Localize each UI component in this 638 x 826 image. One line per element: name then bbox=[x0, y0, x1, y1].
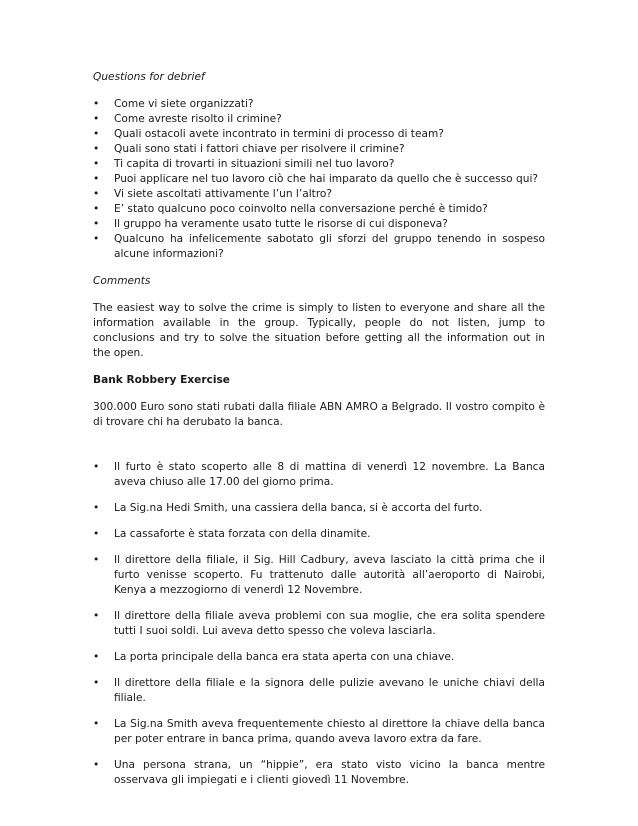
exercise-clues-list bbox=[93, 460, 545, 788]
bullet-icon: • bbox=[93, 203, 100, 215]
list-item: • Il furto è stato scoperto alle 8 di mattina di venerdì 12 novembre. La Banca aveva chiuso alle 17.00 del giorno prima. bbox=[93, 461, 545, 488]
bullet-icon: • bbox=[93, 173, 100, 185]
bullet-icon: • bbox=[93, 233, 100, 245]
bullet-icon: • bbox=[93, 554, 100, 566]
bullet-icon: • bbox=[93, 528, 100, 540]
bullet-icon: • bbox=[93, 98, 100, 110]
list-item: • La cassaforte è stata forzata con della dinamite. bbox=[93, 528, 371, 540]
bullet-icon: • bbox=[93, 651, 100, 663]
bullet-icon: • bbox=[93, 158, 100, 170]
list-item: • La Sig.na Hedi Smith, una cassiera della banca, si è accorta del furto. bbox=[93, 502, 483, 514]
bullet-icon: • bbox=[93, 143, 100, 155]
list-item: • Vi siete ascoltati attivamente l’un l’altro? bbox=[93, 188, 333, 200]
document-page bbox=[93, 70, 545, 799]
list-item: • Quali ostacoli avete incontrato in termini di processo di team? bbox=[93, 128, 444, 140]
list-item: • Il gruppo ha veramente usato tutte le risorse di cui disponeva? bbox=[93, 218, 448, 230]
bullet-icon: • bbox=[93, 128, 100, 140]
list-item: • Qualcuno ha infelicemente sabotato gli sforzi del gruppo tenendo in sospeso alcune informazioni? bbox=[93, 233, 545, 260]
list-item: • E’ stato qualcuno poco coinvolto nella conversazione perché è timido? bbox=[93, 203, 488, 215]
debrief-heading: Questions for debrief bbox=[93, 71, 205, 83]
list-item: • La porta principale della banca era stata aperta con una chiave. bbox=[93, 651, 455, 663]
list-item: • Il direttore della filiale, il Sig. Hill Cadbury, aveva lasciato la città prima che il furto venisse scoperto. Fu trattenuto dalle autorità all’aeroporto di Nairobi, Kenya a mezzogiorno di venerdì 12 Novembre. bbox=[93, 554, 545, 596]
bullet-icon: • bbox=[93, 718, 100, 730]
bullet-icon: • bbox=[93, 461, 100, 473]
spacer bbox=[93, 442, 545, 460]
list-item: • La Sig.na Smith aveva frequentemente chiesto al direttore la chiave della banca per poter entrare in banca prima, quando aveva lavoro extra da fare. bbox=[93, 718, 545, 745]
debrief-questions-list bbox=[93, 97, 545, 262]
bullet-icon: • bbox=[93, 113, 100, 125]
bullet-icon: • bbox=[93, 218, 100, 230]
comments-text: The easiest way to solve the crime is simply to listen to everyone and share all the information available in the group. Typically, people do not listen, jump to conclusions and try to solve the situation before getting all the information out in the open. bbox=[93, 302, 545, 359]
list-item: • Una persona strana, un “hippie”, era stato visto vicino la banca mentre osservava gli impiegati e i clienti giovedì 11 Novembre. bbox=[93, 759, 545, 786]
list-item: • Come avreste risolto il crimine? bbox=[93, 113, 282, 125]
bullet-icon: • bbox=[93, 502, 100, 514]
list-item: • Il direttore della filiale aveva problemi con sua moglie, che era solita spendere tutti I suoi soldi. Lui aveva detto spesso che voleva lasciarla. bbox=[93, 610, 545, 637]
exercise-title: Bank Robbery Exercise bbox=[93, 374, 230, 386]
bullet-icon: • bbox=[93, 677, 100, 689]
list-item: • Ti capita di trovarti in situazioni simili nel tuo lavoro? bbox=[93, 158, 395, 170]
list-item: • Puoi applicare nel tuo lavoro ciò che hai imparato da quello che è successo qui? bbox=[93, 173, 539, 185]
list-item: • Quali sono stati i fattori chiave per risolvere il crimine? bbox=[93, 143, 405, 155]
comments-heading: Comments bbox=[93, 275, 151, 287]
bullet-icon: • bbox=[93, 188, 100, 200]
bullet-icon: • bbox=[93, 759, 100, 771]
bullet-icon: • bbox=[93, 610, 100, 622]
list-item: • Il direttore della filiale e la signora delle pulizie avevano le uniche chiavi della filiale. bbox=[93, 677, 545, 704]
exercise-intro: 300.000 Euro sono stati rubati dalla filiale ABN AMRO a Belgrado. Il vostro compito è di trovare chi ha derubato la banca. bbox=[93, 401, 545, 428]
list-item: • Come vi siete organizzati? bbox=[93, 98, 254, 110]
